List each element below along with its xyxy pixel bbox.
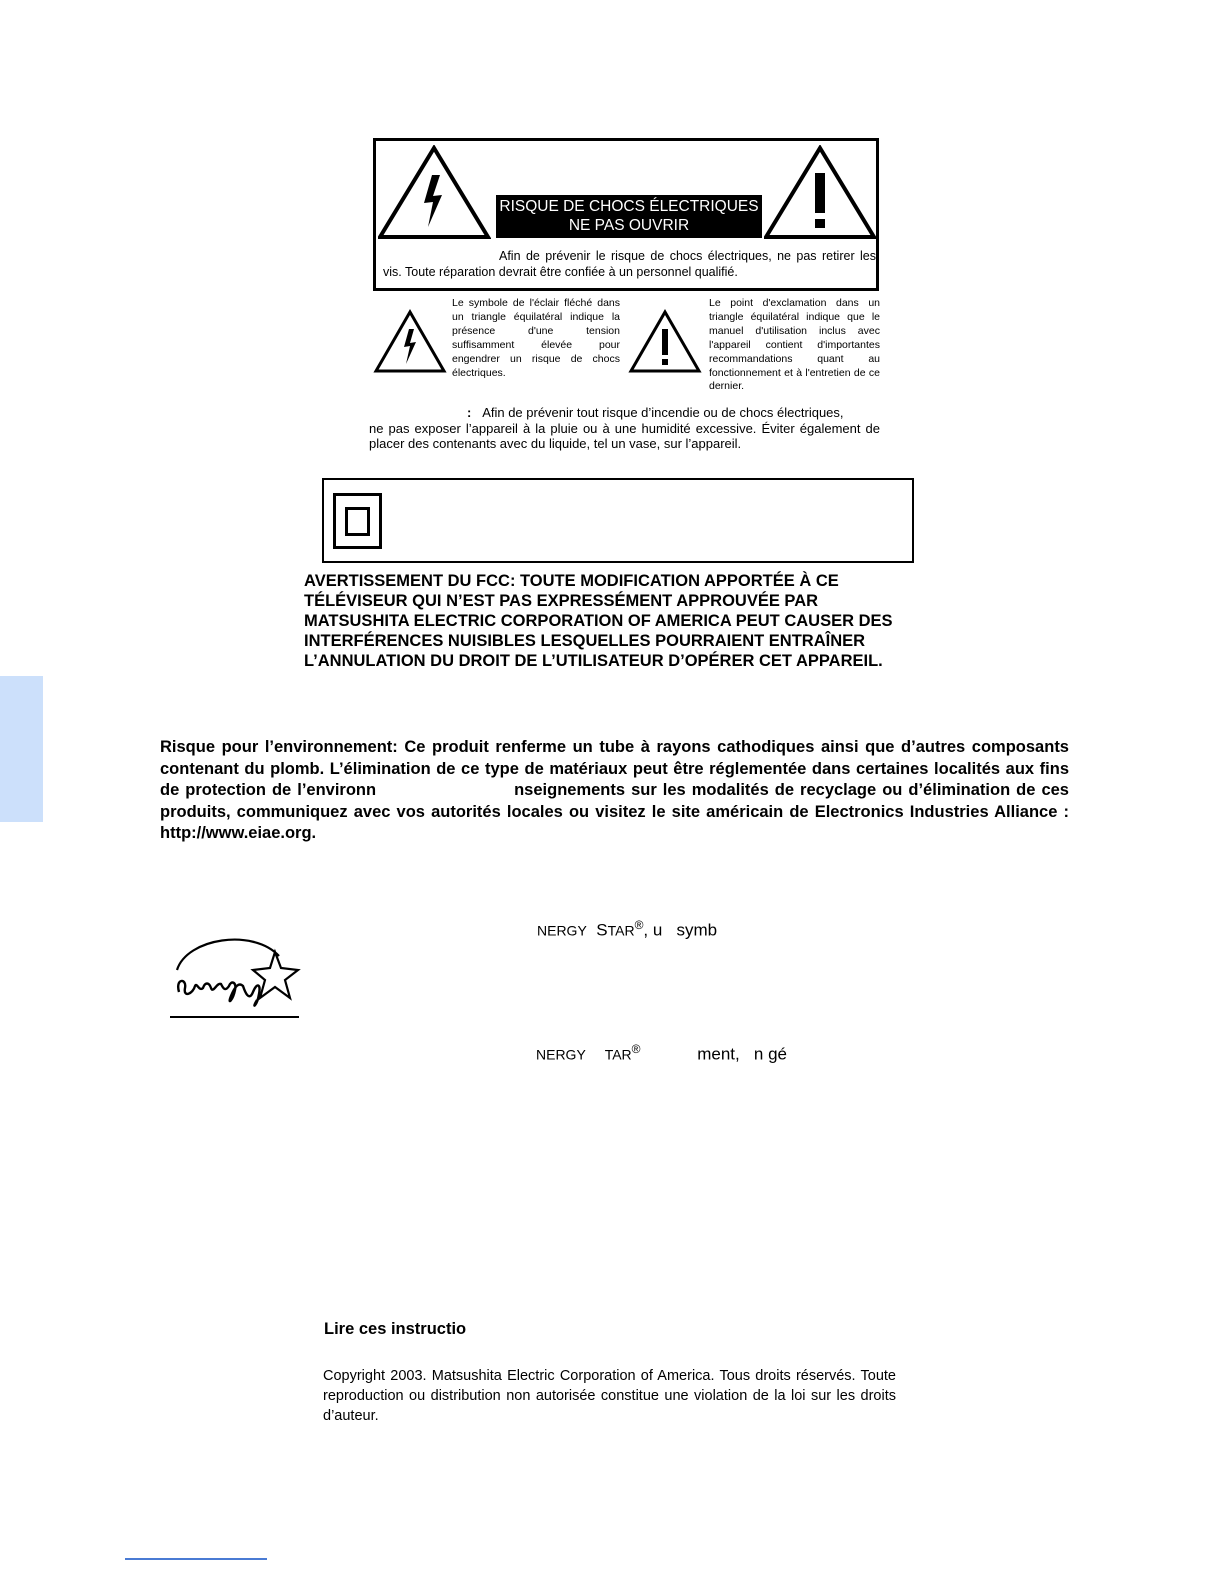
environment-part2: nseignements sur les modalités de recyclage ou d’élimination de ces produits, communiquez avec vos autorités locales ou visitez le site américain de Electronics Industries Alliance : http://www.eiae.org. [160,781,1069,843]
fcc-warning: AVERTISSEMENT DU FCC: TOUTE MODIFICATION APPORTÉE À CE TÉLÉVISEUR QUI N’EST PAS EXPRESSÉMENT APPROUVÉE PAR MATSUSHITA ELECTRIC CORPORATION OF AMERICA PEUT CAUSER DES INTERFÉRENCES NUISIBLES LESQUELLES POURRAIENT ENTRAÎNER L’ANNULATION DU DROIT DE L’UTILISATEUR D’OPÉRER CET APPAREIL. [304,572,893,670]
lightning-symbol-explanation: Le symbole de l'éclair fléché dans un triangle équilatéral indique la présence d'une tension suffisamment élevée pour engendrer un risque de chocs électriques. [452,297,620,379]
fire-warning-rest: ne pas exposer l’appareil à la pluie ou à une humidité excessive. Éviter également de placer des contenants avec du liquide, tel un vase, sur l’appareil. [369,420,880,451]
small-lightning-triangle-icon [373,309,447,374]
environment-notice [160,737,1069,845]
do-not-remove-screws-text: Afin de prévenir le risque de chocs électriques, ne pas retirer les vis. Toute réparation devrait être confiée à un personnel qualifié. [383,249,876,279]
lightning-triangle-icon [378,145,491,240]
copyright-notice: Copyright 2003. Matsushita Electric Corporation of America. Tous droits réservés. Toute reproduction ou distribution non autorisée constitue une violation de la loi sur les droits d’auteur. [323,1368,896,1424]
energy-star-line1: NERGY STAR®, u symb [537,918,718,940]
shock-label: RISQUE DE CHOCS ÉLECTRIQUES NE PAS OUVRIR [496,195,762,238]
energy-star-line2: NERGY TAR® ment, n gé [536,1042,787,1064]
fire-warning-first: Afin de prévenir tout risque d’incendie ou de chocs électriques, [482,405,844,420]
environment-part1: Risque pour l’environnement: Ce produit renferme un tube à rayons cathodiques ainsi que d’autres composants contenant du plomb. L’élimination de ce type de matériaux peut être réglementée dans certaines localités aux fins de protection de l’environn [160,738,1069,800]
fire-warning-text [369,405,880,452]
side-tab-marker [0,676,43,822]
double-insulation-icon [333,493,382,549]
electric-shock-warning-box [373,138,879,291]
footer-divider [125,1558,267,1560]
exclamation-triangle-icon [764,145,877,240]
double-insulation-box [322,478,914,563]
small-exclamation-triangle-icon [628,309,702,374]
exclamation-symbol-explanation: Le point d'exclamation dans un triangle équilatéral indique que le manuel d'utilisation inclus avec l'appareil contient d'importantes recommandations quant au fonctionnement et à l'entretien de ce dernier. [709,297,880,393]
energy-star-logo [165,930,305,1022]
warning-colon: : [467,405,472,420]
read-instructions-heading: Lire ces instructio [324,1320,467,1338]
